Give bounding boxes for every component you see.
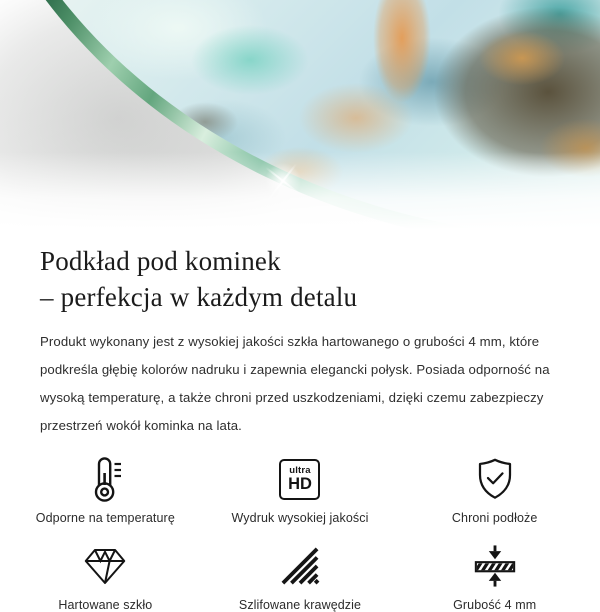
feature-label: Grubość 4 mm [453, 598, 537, 612]
product-hero-image [0, 0, 600, 236]
ultra-hd-text-bottom: HD [288, 474, 312, 493]
title-line-2: – perfekcja w każdym detalu [40, 282, 358, 312]
feature-print-quality [203, 455, 398, 525]
feature-temperature [8, 455, 203, 525]
feature-polished-edges [203, 542, 398, 612]
feature-label: Odporne na temperaturę [35, 511, 175, 525]
text-block [0, 243, 600, 440]
feature-tempered-glass [8, 542, 203, 612]
image-bottom-fade [0, 152, 600, 236]
feature-label: Hartowane szkło [58, 598, 153, 612]
feature-label: Wydruk wysokiej jakości [231, 511, 369, 525]
feature-grid [0, 455, 600, 612]
shield-check-icon [474, 455, 516, 503]
feature-thickness [397, 542, 592, 612]
product-description: Produkt wykonany jest z wysokiej jakości szkła hartowanego o grubości 4 mm, które podkreśla głębię kolorów nadruku i zapewnia elegancki połysk. Posiada odporność na wysoką temperaturę, a także chroni przed uszkodzeniami, dzięki czemu zabezpieczy przestrzeń wokół kominka na lata. [40, 334, 550, 433]
polished-edges-icon [279, 542, 321, 590]
ultra-hd-icon [279, 455, 320, 503]
feature-label: Chroni podłoże [451, 511, 538, 525]
thickness-icon [472, 542, 518, 590]
page-title [40, 243, 560, 315]
thermometer-icon [85, 455, 125, 503]
ultra-hd-text-top: ultra [289, 464, 311, 476]
diamond-icon [83, 542, 127, 590]
feature-label: Szlifowane krawędzie [238, 598, 362, 612]
title-line-1: Podkład pod kominek [40, 246, 281, 276]
feature-protects-floor [397, 455, 592, 525]
